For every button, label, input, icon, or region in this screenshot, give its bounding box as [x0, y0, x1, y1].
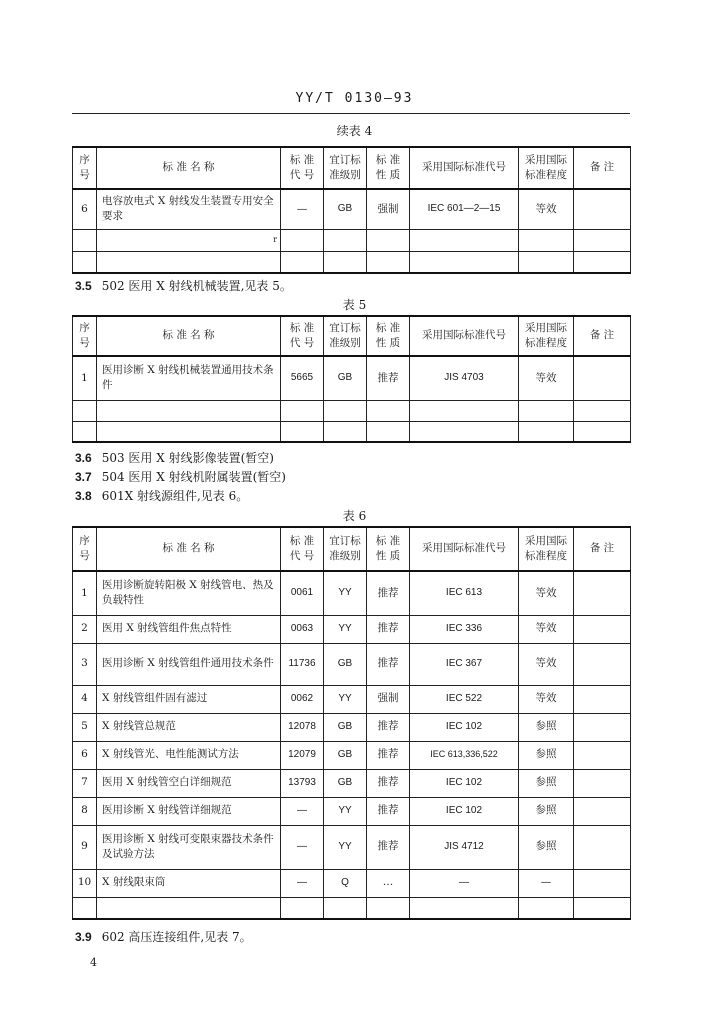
cell-intl: IEC 367: [410, 643, 519, 685]
cell-remark: [574, 797, 631, 825]
col-std-code: 标 准 代 号: [281, 527, 324, 571]
cell-name: 医用 X 射线管组件焦点特性: [97, 615, 281, 643]
col-name: 标 准 名 称: [97, 147, 281, 189]
table-row: [73, 356, 631, 400]
section-3-8: 3.8 601X 射线源组件,见表 6。: [75, 489, 249, 503]
cell-remark: [574, 571, 631, 615]
col-intl: 采用国际标准代号: [410, 316, 519, 356]
table6: [72, 526, 631, 920]
standard-code-header: YY/T 0130—93: [295, 91, 414, 106]
col-name: 标 准 名 称: [97, 316, 281, 356]
cell-seq: 4: [73, 685, 97, 713]
cell-level: GB: [324, 643, 367, 685]
col-nature: 标 准 性 质: [367, 527, 410, 571]
cell-nature: 推荐: [367, 615, 410, 643]
cell-degree: 等效: [519, 356, 574, 400]
cell-remark: [574, 769, 631, 797]
cell-code: 13793: [281, 769, 324, 797]
cell-intl: IEC 601—2—15: [410, 189, 519, 229]
cell-level: GB: [324, 741, 367, 769]
cell-level: YY: [324, 685, 367, 713]
col-level: 宜订标准级别: [324, 527, 367, 571]
cell-intl: JIS 4703: [410, 356, 519, 400]
cell-intl: IEC 336: [410, 615, 519, 643]
cell-remark: [574, 189, 631, 229]
section-3-9: 3.9 602 高压连接组件,见表 7。: [75, 930, 252, 944]
col-degree: 采用国际标准程度: [519, 147, 574, 189]
cell-seq: 10: [73, 869, 97, 897]
cell-degree: 参照: [519, 713, 574, 741]
cell-level: YY: [324, 615, 367, 643]
cell-code: —: [281, 869, 324, 897]
cell-seq: 7: [73, 769, 97, 797]
cell-degree: 等效: [519, 643, 574, 685]
header-rule: [72, 113, 630, 114]
cell-intl: IEC 613: [410, 571, 519, 615]
cell-nature: 推荐: [367, 713, 410, 741]
cell-name: X 射线管组件固有滤过: [97, 685, 281, 713]
cell-code: —: [281, 797, 324, 825]
cell-remark: [574, 615, 631, 643]
cell-name: X 射线管总规范: [97, 713, 281, 741]
cell-degree: 等效: [519, 189, 574, 229]
table-row: [73, 571, 631, 615]
table-row-blank: [73, 421, 631, 442]
table4-caption: 续表 4: [336, 124, 373, 138]
cell-nature: 推荐: [367, 825, 410, 869]
table-row: [73, 741, 631, 769]
cell-intl: —: [410, 869, 519, 897]
col-seq: 序号: [73, 527, 97, 571]
cell-nature: 推荐: [367, 356, 410, 400]
col-std-code: 标 准 代 号: [281, 147, 324, 189]
cell-nature: 强制: [367, 189, 410, 229]
cell-level: YY: [324, 571, 367, 615]
cell-code: —: [281, 189, 324, 229]
cell-name: X 射线限束筒: [97, 869, 281, 897]
cell-seq: 3: [73, 643, 97, 685]
table5: [72, 315, 631, 443]
col-seq: 序号: [73, 147, 97, 189]
col-intl: 采用国际标准代号: [410, 147, 519, 189]
cell-nature: 推荐: [367, 571, 410, 615]
section-3-6: 3.6 503 医用 X 射线影像装置(暂空): [75, 451, 274, 465]
table-row: [73, 825, 631, 869]
cell-degree: 等效: [519, 571, 574, 615]
table-row: [73, 615, 631, 643]
cell-intl: IEC 522: [410, 685, 519, 713]
table6-caption: 表 6: [342, 509, 367, 523]
col-intl: 采用国际标准代号: [410, 527, 519, 571]
cell-nature: 推荐: [367, 769, 410, 797]
cell-nature: 推荐: [367, 741, 410, 769]
cell-nature: 推荐: [367, 797, 410, 825]
cell-name: 电容放电式 X 射线发生装置专用安全要求: [97, 189, 281, 229]
cell-seq: 9: [73, 825, 97, 869]
table-row-blank: [73, 229, 631, 251]
cell-degree: 参照: [519, 769, 574, 797]
section-3-5: 3.5 502 医用 X 射线机械装置,见表 5。: [75, 279, 292, 293]
cell-remark: [574, 869, 631, 897]
table-row-blank: [73, 400, 631, 421]
cell-code: 0061: [281, 571, 324, 615]
cell-seq: 2: [73, 615, 97, 643]
col-remark: 备 注: [574, 147, 631, 189]
table-row: [73, 769, 631, 797]
cell-degree: —: [519, 869, 574, 897]
cell-remark: [574, 356, 631, 400]
cell-degree: 参照: [519, 741, 574, 769]
table-row-blank: [73, 897, 631, 919]
cell-code: —: [281, 825, 324, 869]
cell-level: Q: [324, 869, 367, 897]
cell-intl: IEC 102: [410, 769, 519, 797]
table-row: [73, 189, 631, 229]
cell-name: 医用诊断 X 射线管详细规范: [97, 797, 281, 825]
cell-intl: IEC 102: [410, 797, 519, 825]
col-degree: 采用国际标准程度: [519, 316, 574, 356]
cell-intl: JIS 4712: [410, 825, 519, 869]
cell-name: 医用诊断 X 射线管组件通用技术条件: [97, 643, 281, 685]
cell-seq: 6: [73, 741, 97, 769]
col-seq: 序号: [73, 316, 97, 356]
cell-remark: [574, 685, 631, 713]
col-std-code: 标 准 代 号: [281, 316, 324, 356]
cell-degree: 参照: [519, 825, 574, 869]
cell-seq: 1: [73, 571, 97, 615]
col-level: 宜订标准级别: [324, 147, 367, 189]
cell-degree: 参照: [519, 797, 574, 825]
page-number: 4: [90, 956, 97, 969]
cell-level: YY: [324, 797, 367, 825]
col-degree: 采用国际标准程度: [519, 527, 574, 571]
cell-degree: 等效: [519, 615, 574, 643]
cell-remark: [574, 713, 631, 741]
cell-seq: 5: [73, 713, 97, 741]
cell-code: 0062: [281, 685, 324, 713]
cell-name: 医用诊断 X 射线机械装置通用技术条件: [97, 356, 281, 400]
table-row-blank: [73, 251, 631, 273]
col-nature: 标 准 性 质: [367, 147, 410, 189]
table-row: [73, 685, 631, 713]
table4: [72, 146, 631, 274]
cell-level: YY: [324, 825, 367, 869]
cell-nature: 推荐: [367, 643, 410, 685]
col-remark: 备 注: [574, 527, 631, 571]
cell-code: 5665: [281, 356, 324, 400]
table-row: [73, 869, 631, 897]
cell-seq: 8: [73, 797, 97, 825]
cell-code: 0063: [281, 615, 324, 643]
col-level: 宜订标准级别: [324, 316, 367, 356]
cell-code: 12078: [281, 713, 324, 741]
col-remark: 备 注: [574, 316, 631, 356]
cell-remark: [574, 643, 631, 685]
cell-degree: 等效: [519, 685, 574, 713]
cell-name: 医用 X 射线管空白详细规范: [97, 769, 281, 797]
cell-intl: IEC 102: [410, 713, 519, 741]
cell-nature: 强制: [367, 685, 410, 713]
section-3-7: 3.7 504 医用 X 射线机附属装置(暂空): [75, 470, 286, 484]
cell-level: GB: [324, 189, 367, 229]
cell-remark: [574, 741, 631, 769]
cell-name: X 射线管光、电性能测试方法: [97, 741, 281, 769]
stray-mark: r: [97, 229, 281, 251]
cell-level: GB: [324, 356, 367, 400]
cell-remark: [574, 825, 631, 869]
table-row: [73, 713, 631, 741]
table-row: [73, 797, 631, 825]
cell-name: 医用诊断 X 射线可变限束器技术条件及试验方法: [97, 825, 281, 869]
cell-intl: IEC 613,336,522: [410, 741, 519, 769]
cell-code: 11736: [281, 643, 324, 685]
cell-level: GB: [324, 769, 367, 797]
table5-caption: 表 5: [342, 298, 367, 312]
col-name: 标 准 名 称: [97, 527, 281, 571]
cell-nature: …: [367, 869, 410, 897]
col-nature: 标 准 性 质: [367, 316, 410, 356]
cell-seq: 6: [73, 189, 97, 229]
cell-name: 医用诊断旋转阳极 X 射线管电、热及负载特性: [97, 571, 281, 615]
cell-seq: 1: [73, 356, 97, 400]
table-row: [73, 643, 631, 685]
cell-code: 12079: [281, 741, 324, 769]
cell-level: GB: [324, 713, 367, 741]
